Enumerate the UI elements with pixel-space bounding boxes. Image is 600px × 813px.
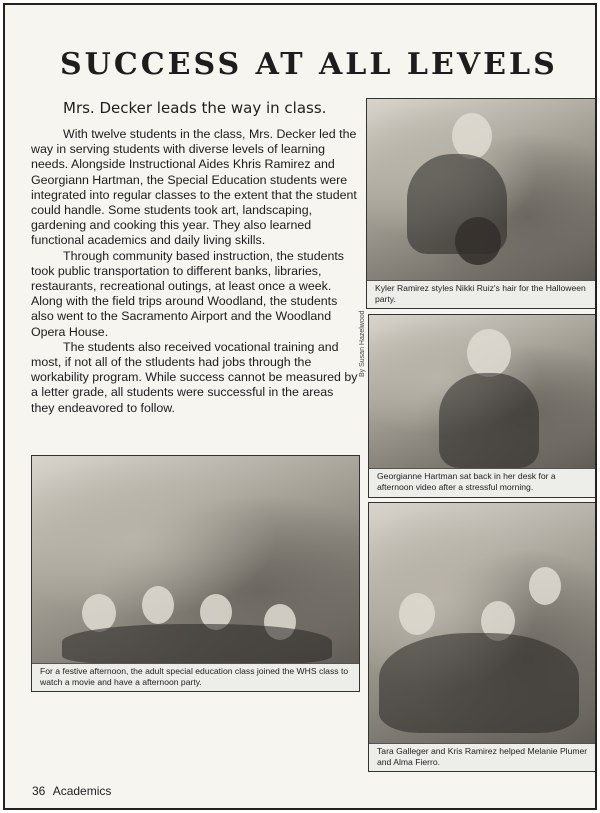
person-figure xyxy=(379,633,579,733)
person-figure xyxy=(439,373,539,468)
photo-credit: By Susan Hazelwood xyxy=(359,310,366,377)
body-paragraph: Through community based instruction, the students took public transportation to different banks, libraries, restaurants, recreational outings, at least once a week. Along with the field trips around Woodland, the students also went to the Sacramento Airport and the Woodland Opera House. xyxy=(31,248,345,339)
body-paragraph: With twelve students in the class, Mrs. Decker led the way in serving students with diverse levels of learning needs. Alongside Instructional Aides Khris Ramirez and Georgiann Hartman, the Special Education students were integrated into regular classes to the extent that the student could handle. Some students took art, landscaping, gardening and cooking this year. They also learned functional academics and daily living skills. xyxy=(31,127,357,248)
person-head xyxy=(467,329,511,377)
page-number: 36 xyxy=(32,784,46,798)
body-paragraph: The students also received vocational training and most, if not all of the stludents had jobs through the workability program. While success cannot be measured by a letter grade, all students were successful in the areas they endeavored to follow. xyxy=(31,339,358,415)
person-head xyxy=(142,586,174,624)
person-head xyxy=(399,593,435,635)
photo-teacher-desk xyxy=(368,314,597,498)
section-name: Academics xyxy=(52,784,112,798)
photo-caption: For a festive afternoon, the adult special education class joined the WHS class to watch a movie and have a afternoon party. xyxy=(32,663,359,691)
yearbook-page xyxy=(3,3,597,810)
photo-caption: Kyler Ramirez styles Nikki Ruiz's hair for the Halloween party. xyxy=(367,280,596,308)
photo-image xyxy=(367,99,596,280)
photo-caption: Tara Galleger and Kris Ramirez helped Melanie Plumer and Alma Fierro. xyxy=(369,743,596,771)
person-head xyxy=(452,113,492,159)
person-head xyxy=(529,567,561,605)
page-headline: SUCCESS AT ALL LEVELS xyxy=(60,47,558,82)
page-subhead: Mrs. Decker leads the way in class. xyxy=(63,99,327,117)
photo-image xyxy=(369,503,596,743)
photo-caption: Georgianne Hartman sat back in her desk for a afternoon video after a stressful morning. xyxy=(369,468,596,497)
person-head xyxy=(455,217,501,265)
photo-hair-styling xyxy=(366,98,597,309)
photo-class-party xyxy=(31,455,360,692)
person-figure xyxy=(62,624,332,664)
article-body xyxy=(31,127,359,416)
photo-group-table xyxy=(368,502,597,772)
photo-image xyxy=(369,315,596,468)
person-head xyxy=(82,594,116,632)
photo-image xyxy=(32,456,359,663)
page-footer xyxy=(32,784,111,798)
